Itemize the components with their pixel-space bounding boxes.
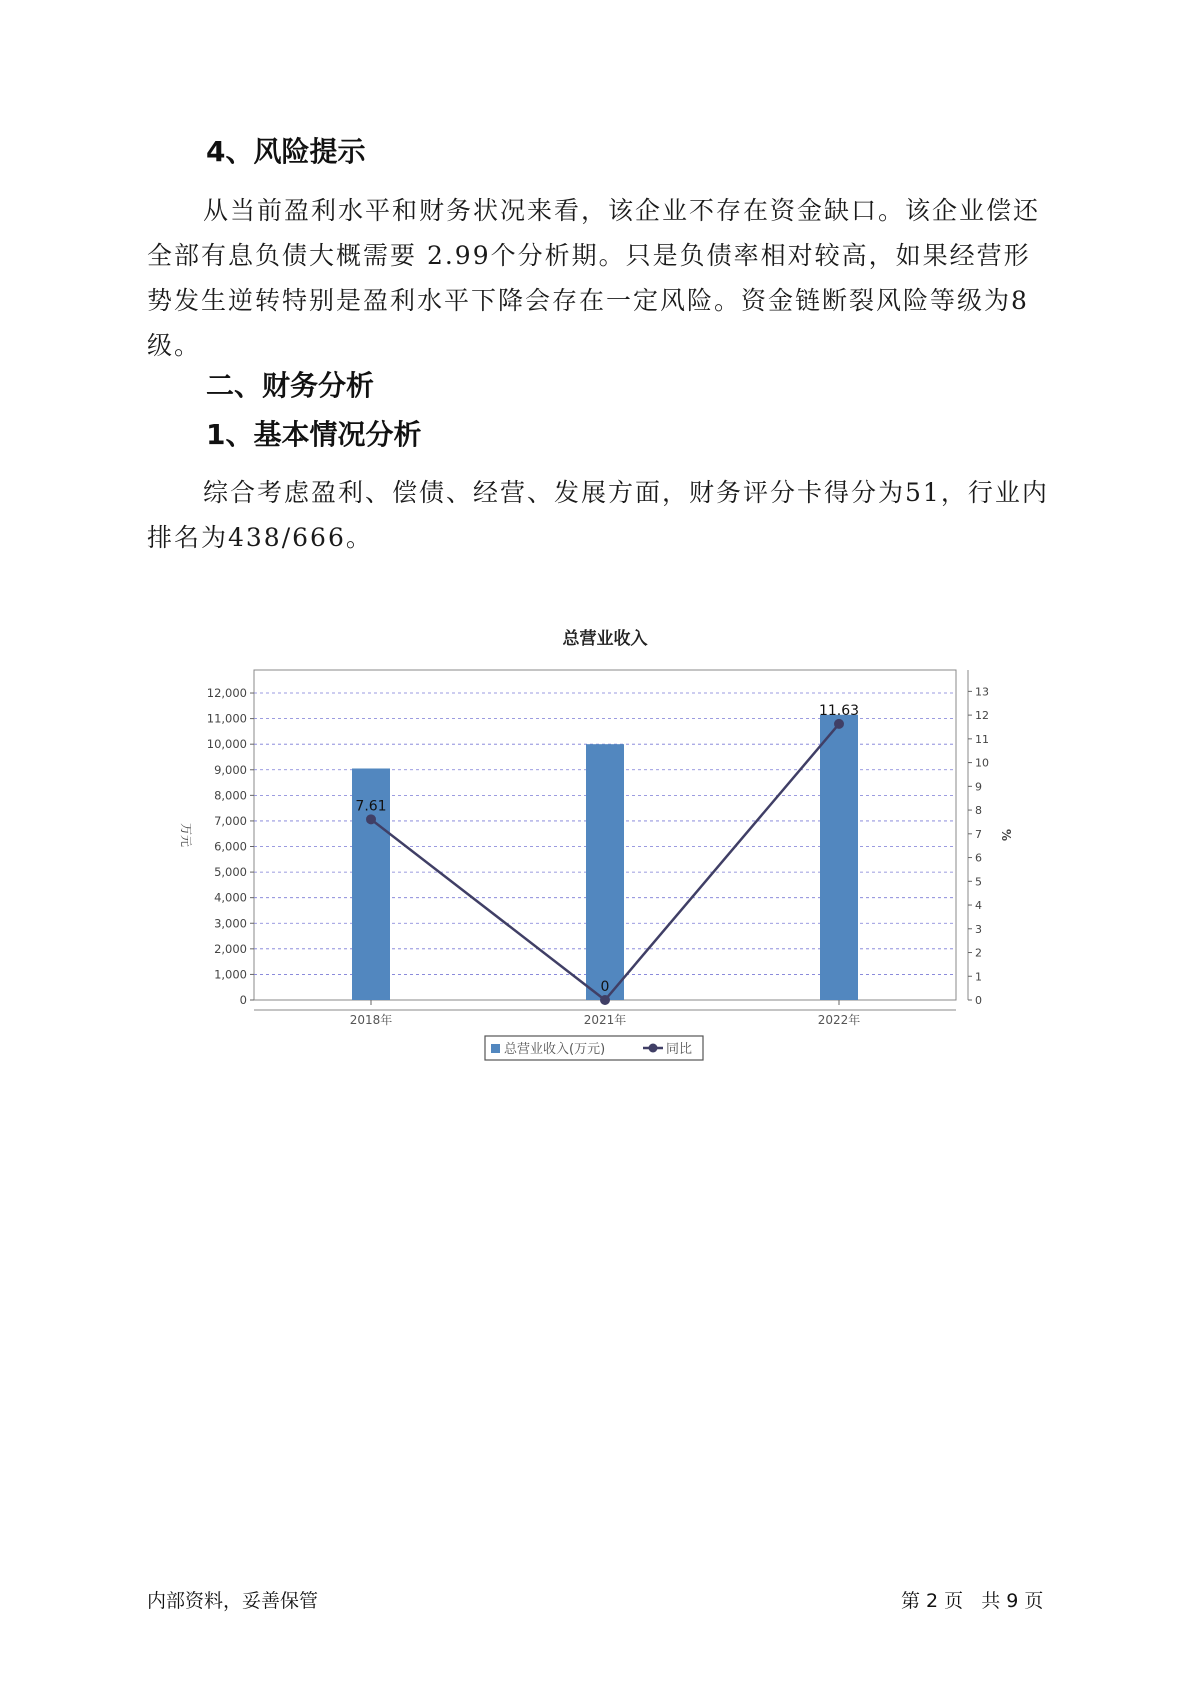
page-prefix: 第 — [901, 1590, 921, 1612]
x-axis-tick-label: 2021年 — [583, 1013, 627, 1027]
paragraph-risk: 从当前盈利水平和财务状况来看，该企业不存在资金缺口。该企业偿还全部有息负债大概需要 2.99个分析期。只是负债率相对较高，如果经营形势发生逆转特别是盈利水平下降会存在一定风险。资金链断裂风险等级为8级。 — [147, 196, 1041, 360]
x-axis-tick-label: 2022年 — [817, 1013, 861, 1027]
right-axis-tick-label: 5 — [975, 875, 982, 889]
left-axis-tick-label: 3,000 — [214, 916, 247, 931]
left-axis-label: 万元 — [179, 822, 193, 848]
legend-swatch-yoy-point — [649, 1044, 658, 1053]
left-axis-tick-label: 11,000 — [206, 711, 247, 726]
total-pages: 9 — [1006, 1590, 1019, 1612]
right-axis-label: % — [999, 828, 1013, 842]
left-axis-tick-label: 8,000 — [214, 788, 247, 803]
revenue-chart — [170, 620, 1030, 1080]
revenue-bar — [820, 715, 858, 1000]
section-heading-financial-analysis: 二、财务分析 — [206, 369, 375, 402]
right-axis-tick-label: 9 — [975, 780, 982, 794]
footer-page-indicator — [898, 1586, 1046, 1613]
right-axis-tick-label: 13 — [975, 685, 989, 699]
paragraph-basic-analysis: 综合考虑盈利、偿债、经营、发展方面，财务评分卡得分为51，行业内排名为438/666。 — [147, 478, 1049, 552]
legend-label-yoy: 同比 — [666, 1042, 693, 1057]
left-axis-tick-label: 1,000 — [214, 967, 247, 982]
right-axis-tick-label: 0 — [975, 994, 982, 1007]
right-axis-tick-label: 6 — [975, 851, 982, 865]
footer-confidential-note: 内部资料，妥善保管 — [147, 1590, 319, 1612]
section-heading-risk: 4、风险提示 — [206, 135, 366, 168]
left-axis-tick-label: 2,000 — [214, 941, 247, 956]
total-unit: 页 — [1024, 1590, 1044, 1612]
yoy-point — [600, 995, 610, 1005]
right-axis-tick-label: 12 — [975, 709, 989, 723]
yoy-data-label: 11.63 — [818, 702, 860, 719]
left-axis-tick-label: 4,000 — [214, 890, 247, 905]
left-axis-tick-label: 5,000 — [214, 865, 247, 880]
revenue-bar — [586, 744, 624, 1000]
right-axis-tick-label: 7 — [975, 827, 982, 841]
section-heading-basic-analysis: 1、基本情况分析 — [206, 418, 422, 451]
left-axis-tick-label: 12,000 — [206, 686, 247, 701]
left-axis-tick-label: 6,000 — [214, 839, 247, 854]
right-axis-tick-label: 4 — [975, 899, 982, 913]
right-axis-tick-label: 3 — [975, 922, 982, 936]
page-unit: 页 — [944, 1590, 964, 1612]
left-axis-tick-label: 10,000 — [206, 737, 247, 752]
yoy-point — [834, 719, 844, 729]
x-axis-tick-label: 2018年 — [349, 1013, 393, 1027]
yoy-data-label: 0 — [600, 979, 610, 995]
yoy-data-label: 7.61 — [355, 798, 387, 815]
right-axis-tick-label: 1 — [975, 970, 982, 984]
page-number: 2 — [926, 1590, 939, 1612]
legend-label-revenue: 总营业收入(万元) — [504, 1042, 606, 1057]
right-axis-tick-label: 11 — [975, 732, 989, 746]
left-axis-tick-label: 0 — [239, 993, 247, 1007]
right-axis-tick-label: 8 — [975, 804, 982, 818]
legend-swatch-revenue — [491, 1044, 500, 1053]
left-axis-tick-label: 9,000 — [214, 762, 247, 777]
left-axis-tick-label: 7,000 — [214, 813, 247, 828]
right-axis-tick-label: 10 — [975, 756, 989, 770]
yoy-point — [366, 814, 376, 824]
right-axis-tick-label: 2 — [975, 946, 982, 960]
total-prefix: 共 — [981, 1590, 1001, 1612]
chart-title: 总营业收入 — [562, 629, 648, 649]
